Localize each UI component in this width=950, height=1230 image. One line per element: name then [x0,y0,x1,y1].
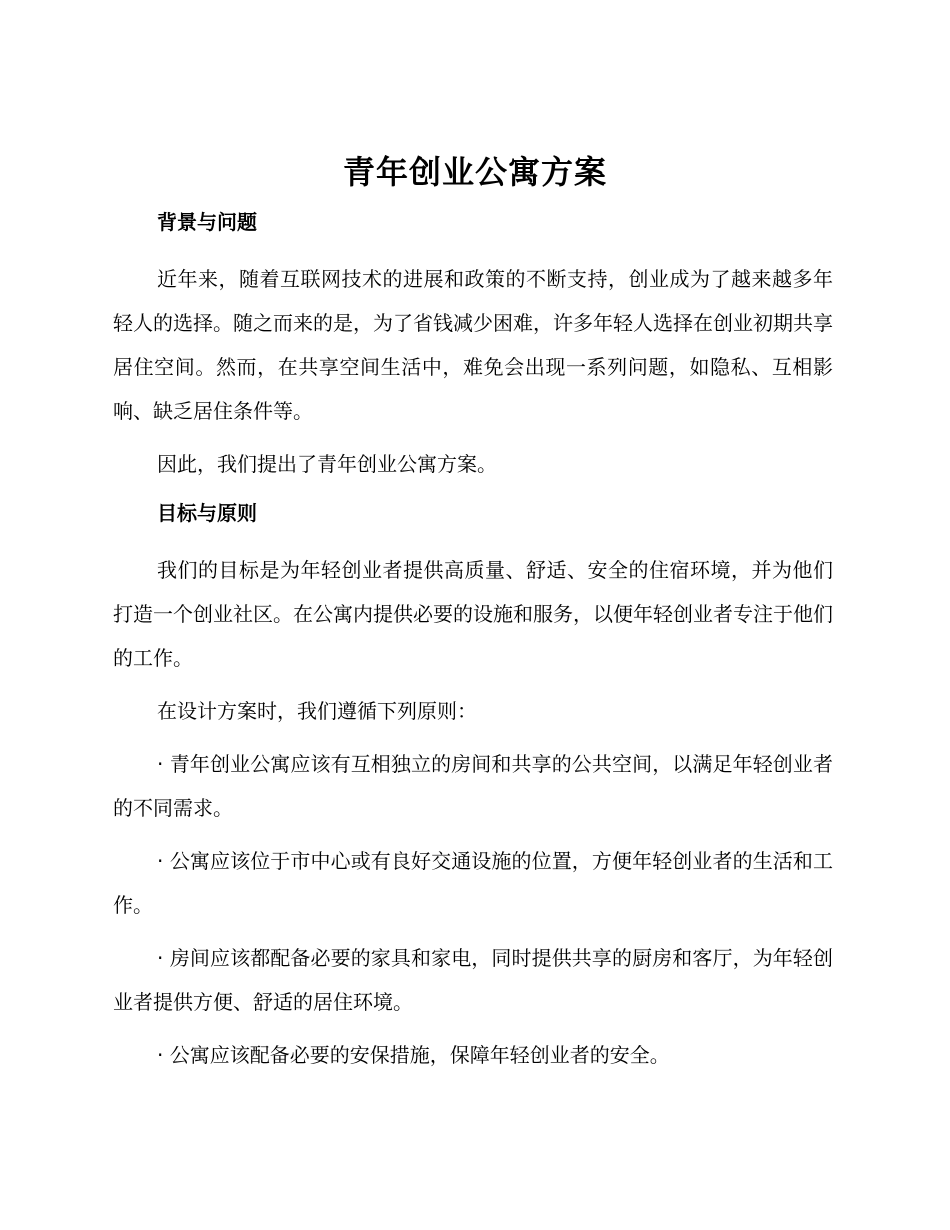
paragraph-background: 近年来，随着互联网技术的进展和政策的不断支持，创业成为了越来越多年轻人的选择。随之而来的是，为了省钱减少困难，许多年轻人选择在创业初期共享居住空间。然而，在共享空间生活中，难免会出现一系列问题，如隐私、互相影响、缺乏居住条件等。 [113,267,833,423]
principle-item: · 房间应该都配备必要的家具和家电，同时提供共享的厨房和客厅，为年轻创业者提供方便、舒适的居住环境。 [113,946,833,1014]
document-title: 青年创业公寓方案 [342,153,607,191]
paragraph-goals: 我们的目标是为年轻创业者提供高质量、舒适、安全的住宿环境，并为他们打造一个创业社区。在公寓内提供必要的设施和服务，以便年轻创业者专注于他们的工作。 [113,558,833,670]
document-body [113,204,833,1086]
paragraph-therefore: 因此，我们提出了青年创业公寓方案。 [157,452,497,476]
section-heading-background: 背景与问题 [157,210,257,234]
section-heading-goals: 目标与原则 [157,501,257,525]
principle-item: · 青年创业公寓应该有互相独立的房间和共享的公共空间，以满足年轻创业者的不同需求。 [113,752,833,820]
principle-item: · 公寓应该配备必要的安保措施，保障年轻创业者的安全。 [157,1043,670,1067]
principle-item: · 公寓应该位于市中心或有良好交通设施的位置，方便年轻创业者的生活和工作。 [113,849,833,917]
paragraph-principles-intro: 在设计方案时，我们遵循下列原则： [157,699,477,723]
